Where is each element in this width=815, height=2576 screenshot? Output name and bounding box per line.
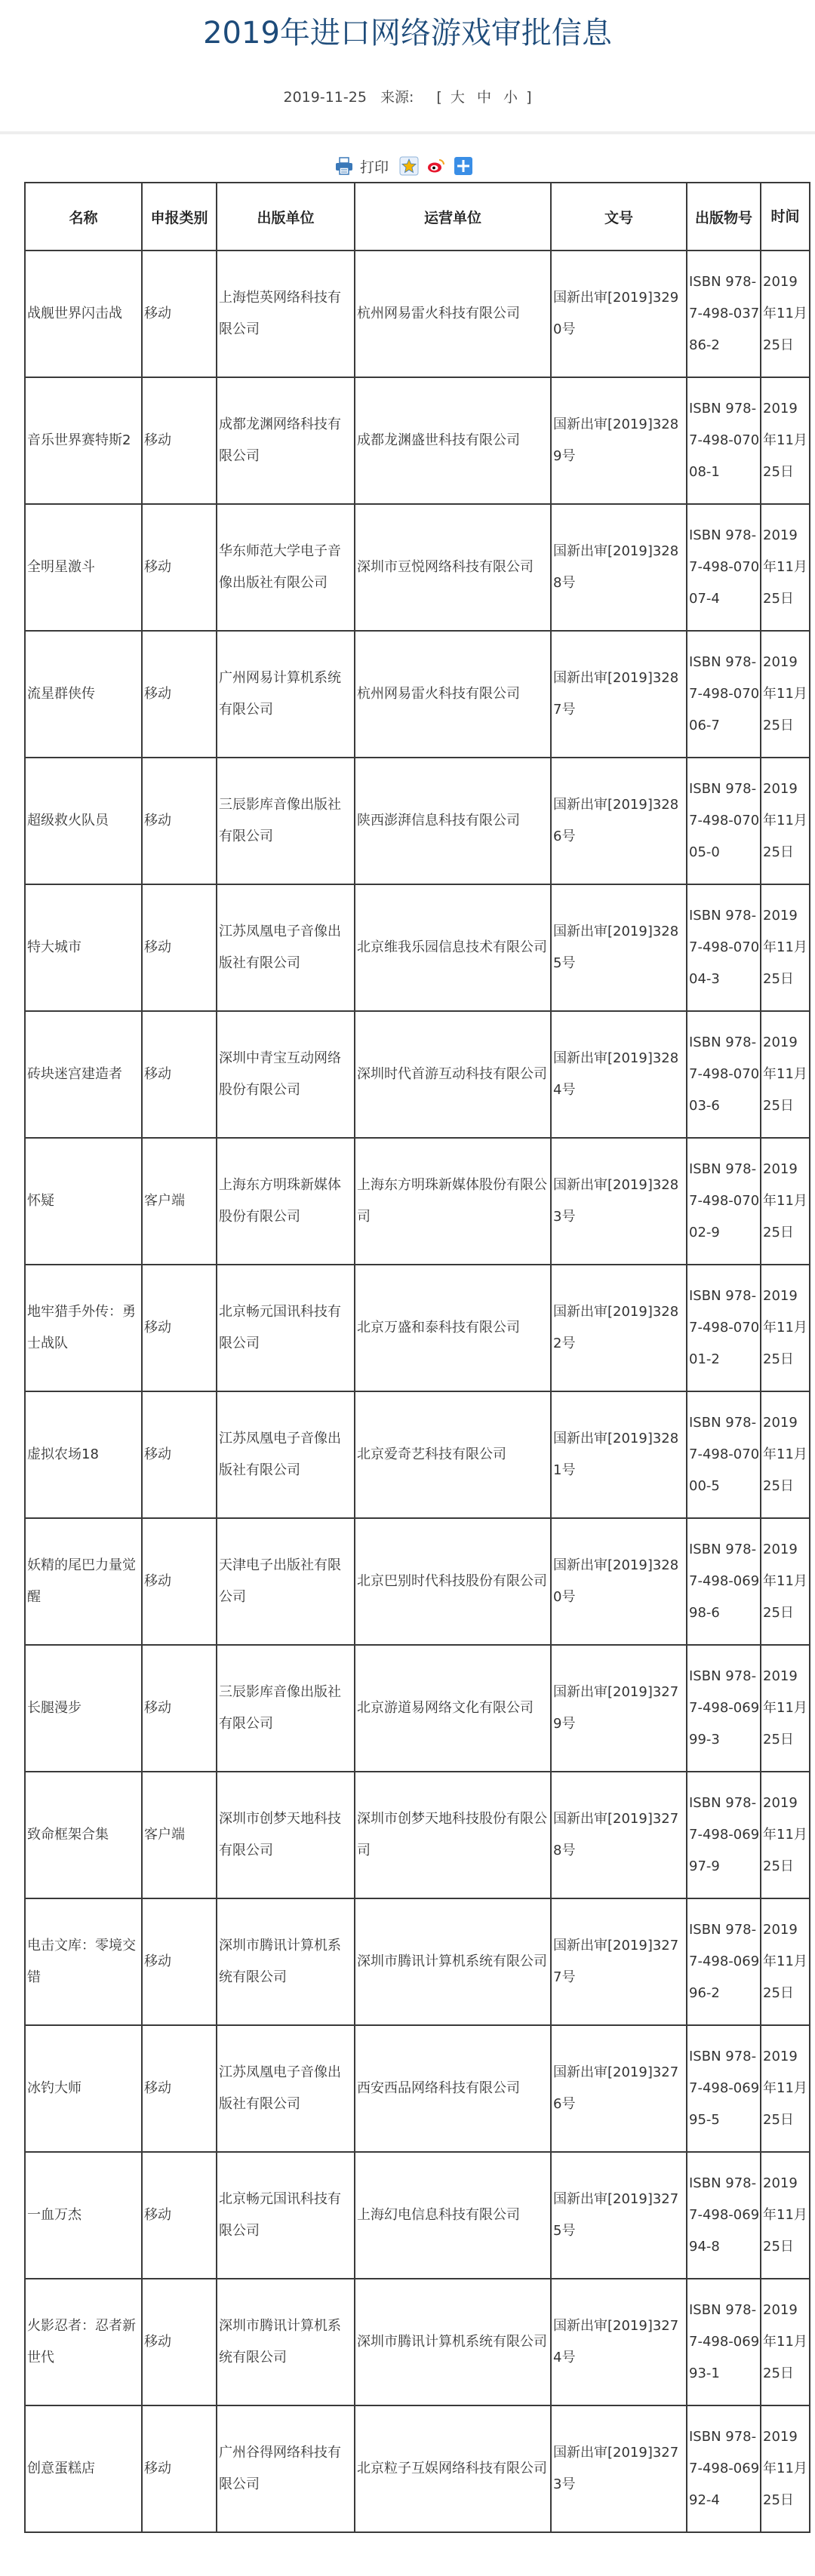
- cell-isbn: ISBN 978-7-498-06994-8: [687, 2152, 761, 2279]
- cell-isbn: ISBN 978-7-498-07000-5: [687, 1391, 761, 1518]
- cell-category: 移动: [142, 2405, 217, 2532]
- table-row: [25, 884, 810, 1011]
- page-title: 2019年进口网络游戏审批信息: [203, 16, 612, 51]
- header-doc-number: 文号: [551, 183, 687, 251]
- cell-publisher: 三辰影库音像出版社有限公司: [217, 758, 355, 884]
- cell-date: 2019年11月25日: [761, 2279, 810, 2405]
- cell-doc-number: 国新出审[2019]3279号: [551, 1645, 687, 1772]
- publish-date: 2019-11-25: [283, 89, 367, 106]
- table-row: [25, 2152, 810, 2279]
- cell-date: 2019年11月25日: [761, 1011, 810, 1138]
- cell-operator: 北京维我乐园信息技术有限公司: [355, 884, 551, 1011]
- cell-operator: 深圳时代首游互动科技有限公司: [355, 1011, 551, 1138]
- cell-date: 2019年11月25日: [761, 1265, 810, 1391]
- table-row: [25, 758, 810, 884]
- cell-category: 移动: [142, 2152, 217, 2279]
- cell-doc-number: 国新出审[2019]3287号: [551, 631, 687, 758]
- cell-category: 移动: [142, 1011, 217, 1138]
- cell-name: 怀疑: [25, 1138, 142, 1265]
- header-time: 时间: [761, 183, 810, 251]
- cell-date: 2019年11月25日: [761, 2405, 810, 2532]
- cell-operator: 深圳市腾讯计算机系统有限公司: [355, 1898, 551, 2025]
- cell-publisher: 深圳中青宝互动网络股份有限公司: [217, 1011, 355, 1138]
- cell-name: 虚拟农场18: [25, 1391, 142, 1518]
- header-operator: 运营单位: [355, 183, 551, 251]
- cell-name: 砖块迷宫建造者: [25, 1011, 142, 1138]
- cell-category: 移动: [142, 1645, 217, 1772]
- cell-isbn: ISBN 978-7-498-06998-6: [687, 1518, 761, 1645]
- cell-doc-number: 国新出审[2019]3280号: [551, 1518, 687, 1645]
- cell-date: 2019年11月25日: [761, 884, 810, 1011]
- cell-operator: 成都龙渊盛世科技有限公司: [355, 377, 551, 504]
- cell-category: 移动: [142, 1391, 217, 1518]
- cell-category: 客户端: [142, 1138, 217, 1265]
- cell-date: 2019年11月25日: [761, 1772, 810, 1898]
- cell-doc-number: 国新出审[2019]3276号: [551, 2025, 687, 2152]
- cell-isbn: ISBN 978-7-498-06992-4: [687, 2405, 761, 2532]
- cell-isbn: ISBN 978-7-498-07004-3: [687, 884, 761, 1011]
- cell-date: 2019年11月25日: [761, 1138, 810, 1265]
- cell-doc-number: 国新出审[2019]3285号: [551, 884, 687, 1011]
- cell-isbn: ISBN 978-7-498-07005-0: [687, 758, 761, 884]
- cell-operator: 西安西品网络科技有限公司: [355, 2025, 551, 2152]
- cell-publisher: 上海东方明珠新媒体股份有限公司: [217, 1138, 355, 1265]
- header-name: 名称: [25, 183, 142, 251]
- cell-operator: 深圳市创梦天地科技股份有限公司: [355, 1772, 551, 1898]
- cell-name: 电击文库：零境交错: [25, 1898, 142, 2025]
- cell-doc-number: 国新出审[2019]3286号: [551, 758, 687, 884]
- cell-isbn: ISBN 978-7-498-06996-2: [687, 1898, 761, 2025]
- cell-date: 2019年11月25日: [761, 1645, 810, 1772]
- cell-category: 客户端: [142, 1772, 217, 1898]
- cell-isbn: ISBN 978-7-498-07008-1: [687, 377, 761, 504]
- cell-date: 2019年11月25日: [761, 631, 810, 758]
- cell-category: 移动: [142, 504, 217, 631]
- cell-category: 移动: [142, 631, 217, 758]
- cell-publisher: 广州谷得网络科技有限公司: [217, 2405, 355, 2532]
- cell-name: 冰钓大师: [25, 2025, 142, 2152]
- cell-name: 创意蛋糕店: [25, 2405, 142, 2532]
- cell-name: 一血万杰: [25, 2152, 142, 2279]
- cell-date: 2019年11月25日: [761, 251, 810, 377]
- table-row: [25, 377, 810, 504]
- print-button[interactable]: [334, 156, 389, 177]
- font-size-medium-link[interactable]: 中: [476, 89, 491, 106]
- cell-category: 移动: [142, 2279, 217, 2405]
- cell-publisher: 江苏凤凰电子音像出版社有限公司: [217, 2025, 355, 2152]
- cell-operator: 深圳市腾讯计算机系统有限公司: [355, 2279, 551, 2405]
- table-row: [25, 504, 810, 631]
- cell-isbn: ISBN 978-7-498-07002-9: [687, 1138, 761, 1265]
- table-row: [25, 1772, 810, 1898]
- cell-category: 移动: [142, 1518, 217, 1645]
- font-size-small-link[interactable]: 小: [503, 89, 518, 106]
- table-row: [25, 2025, 810, 2152]
- cell-isbn: ISBN 978-7-498-06995-5: [687, 2025, 761, 2152]
- cell-doc-number: 国新出审[2019]3282号: [551, 1265, 687, 1391]
- table-row: [25, 251, 810, 377]
- bracket-close: ]: [526, 89, 532, 106]
- cell-doc-number: 国新出审[2019]3273号: [551, 2405, 687, 2532]
- cell-operator: 北京巴别时代科技股份有限公司: [355, 1518, 551, 1645]
- cell-name: 超级救火队员: [25, 758, 142, 884]
- cell-category: 移动: [142, 2025, 217, 2152]
- cell-isbn: ISBN 978-7-498-07003-6: [687, 1011, 761, 1138]
- table-row: [25, 2279, 810, 2405]
- cell-doc-number: 国新出审[2019]3281号: [551, 1391, 687, 1518]
- cell-doc-number: 国新出审[2019]3274号: [551, 2279, 687, 2405]
- cell-publisher: 深圳市创梦天地科技有限公司: [217, 1772, 355, 1898]
- cell-date: 2019年11月25日: [761, 1518, 810, 1645]
- cell-isbn: ISBN 978-7-498-07001-2: [687, 1265, 761, 1391]
- cell-isbn: ISBN 978-7-498-07007-4: [687, 504, 761, 631]
- cell-name: 战舰世界闪击战: [25, 251, 142, 377]
- cell-publisher: 广州网易计算机系统有限公司: [217, 631, 355, 758]
- header-category: 申报类别: [142, 183, 217, 251]
- share-more-icon[interactable]: [454, 156, 473, 176]
- cell-category: 移动: [142, 1265, 217, 1391]
- share-qzone-icon[interactable]: [399, 156, 419, 176]
- cell-date: 2019年11月25日: [761, 1898, 810, 2025]
- header-isbn: 出版物号: [687, 183, 761, 251]
- cell-publisher: 深圳市腾讯计算机系统有限公司: [217, 2279, 355, 2405]
- cell-operator: 上海幻电信息科技有限公司: [355, 2152, 551, 2279]
- table-row: [25, 1265, 810, 1391]
- cell-publisher: 江苏凤凰电子音像出版社有限公司: [217, 884, 355, 1011]
- cell-category: 移动: [142, 884, 217, 1011]
- cell-operator: 杭州网易雷火科技有限公司: [355, 631, 551, 758]
- approval-table: [24, 182, 810, 2533]
- table-row: [25, 1645, 810, 1772]
- cell-isbn: ISBN 978-7-498-03786-2: [687, 251, 761, 377]
- source-label: 来源:: [380, 89, 414, 106]
- table-row: [25, 1898, 810, 2025]
- cell-name: 流星群侠传: [25, 631, 142, 758]
- cell-publisher: 成都龙渊网络科技有限公司: [217, 377, 355, 504]
- cell-publisher: 北京畅元国讯科技有限公司: [217, 2152, 355, 2279]
- cell-isbn: ISBN 978-7-498-06999-3: [687, 1645, 761, 1772]
- header-publisher: 出版单位: [217, 183, 355, 251]
- cell-operator: 上海东方明珠新媒体股份有限公司: [355, 1138, 551, 1265]
- cell-date: 2019年11月25日: [761, 2152, 810, 2279]
- cell-publisher: 华东师范大学电子音像出版社有限公司: [217, 504, 355, 631]
- cell-name: 致命框架合集: [25, 1772, 142, 1898]
- cell-date: 2019年11月25日: [761, 377, 810, 504]
- cell-isbn: ISBN 978-7-498-07006-7: [687, 631, 761, 758]
- table-row: [25, 1518, 810, 1645]
- cell-name: 火影忍者：忍者新世代: [25, 2279, 142, 2405]
- cell-name: 音乐世界赛特斯2: [25, 377, 142, 504]
- approval-table-container: [24, 182, 809, 2533]
- cell-name: 地牢猎手外传：勇士战队: [25, 1265, 142, 1391]
- cell-operator: 北京粒子互娱网络科技有限公司: [355, 2405, 551, 2532]
- cell-date: 2019年11月25日: [761, 1391, 810, 1518]
- cell-date: 2019年11月25日: [761, 504, 810, 631]
- cell-doc-number: 国新出审[2019]3283号: [551, 1138, 687, 1265]
- cell-name: 特大城市: [25, 884, 142, 1011]
- cell-date: 2019年11月25日: [761, 758, 810, 884]
- cell-doc-number: 国新出审[2019]3289号: [551, 377, 687, 504]
- share-weibo-icon[interactable]: [426, 156, 446, 176]
- table-row: [25, 1138, 810, 1265]
- cell-publisher: 天津电子出版社有限公司: [217, 1518, 355, 1645]
- cell-publisher: 深圳市腾讯计算机系统有限公司: [217, 1898, 355, 2025]
- cell-publisher: 上海恺英网络科技有限公司: [217, 251, 355, 377]
- cell-name: 妖精的尾巴力量觉醒: [25, 1518, 142, 1645]
- cell-category: 移动: [142, 251, 217, 377]
- cell-publisher: 北京畅元国讯科技有限公司: [217, 1265, 355, 1391]
- cell-name: 长腿漫步: [25, 1645, 142, 1772]
- table-row: [25, 2405, 810, 2532]
- font-size-large-link[interactable]: 大: [450, 89, 465, 106]
- cell-operator: 北京游道易网络文化有限公司: [355, 1645, 551, 1772]
- cell-doc-number: 国新出审[2019]3284号: [551, 1011, 687, 1138]
- cell-operator: 北京爱奇艺科技有限公司: [355, 1391, 551, 1518]
- cell-doc-number: 国新出审[2019]3275号: [551, 2152, 687, 2279]
- font-size-switcher: [436, 89, 531, 106]
- cell-operator: 杭州网易雷火科技有限公司: [355, 251, 551, 377]
- cell-doc-number: 国新出审[2019]3278号: [551, 1772, 687, 1898]
- cell-name: 全明星激斗: [25, 504, 142, 631]
- cell-operator: 深圳市豆悦网络科技有限公司: [355, 504, 551, 631]
- header-divider: [0, 131, 815, 134]
- cell-category: 移动: [142, 758, 217, 884]
- print-label: 打印: [359, 158, 389, 176]
- printer-icon: [334, 156, 354, 176]
- bracket-open: [: [436, 89, 442, 106]
- share-toolbar: [0, 152, 815, 180]
- cell-doc-number: 国新出审[2019]3288号: [551, 504, 687, 631]
- cell-category: 移动: [142, 1898, 217, 2025]
- cell-publisher: 江苏凤凰电子音像出版社有限公司: [217, 1391, 355, 1518]
- cell-operator: 北京万盛和泰科技有限公司: [355, 1265, 551, 1391]
- cell-doc-number: 国新出审[2019]3277号: [551, 1898, 687, 2025]
- table-row: [25, 1391, 810, 1518]
- cell-operator: 陕西澎湃信息科技有限公司: [355, 758, 551, 884]
- table-header-row: [25, 183, 810, 251]
- cell-isbn: ISBN 978-7-498-06993-1: [687, 2279, 761, 2405]
- cell-category: 移动: [142, 377, 217, 504]
- cell-date: 2019年11月25日: [761, 2025, 810, 2152]
- cell-doc-number: 国新出审[2019]3290号: [551, 251, 687, 377]
- cell-isbn: ISBN 978-7-498-06997-9: [687, 1772, 761, 1898]
- table-row: [25, 631, 810, 758]
- table-row: [25, 1011, 810, 1138]
- article-meta: [0, 86, 815, 109]
- cell-publisher: 三辰影库音像出版社有限公司: [217, 1645, 355, 1772]
